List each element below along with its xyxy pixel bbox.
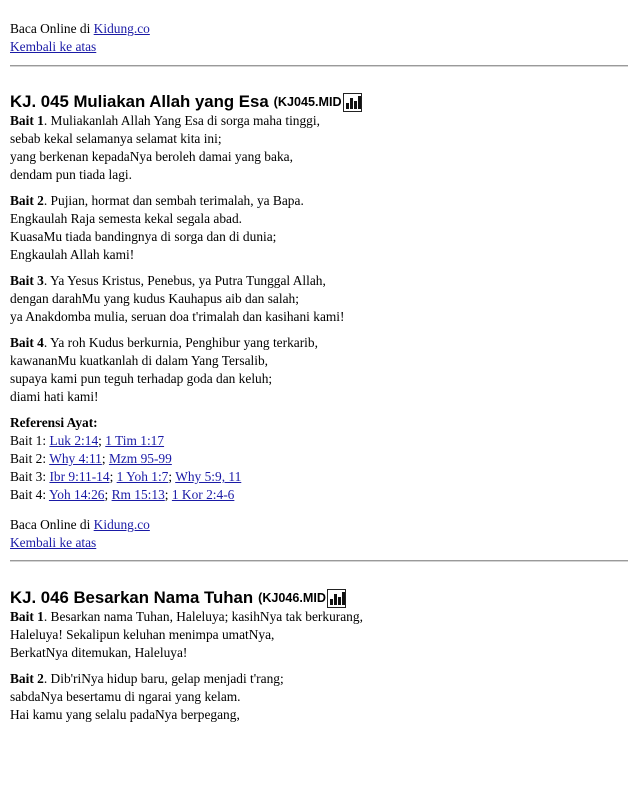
kidung-link[interactable]: Kidung.co [93,21,150,36]
reference-row [10,450,628,468]
verse-text: ya Anakdomba mulia, seruan doa t'rimalah dan kasihani kami! [10,309,345,324]
verse-text: dendam pun tiada lagi. [10,167,132,182]
reference-separator: ; [98,433,106,448]
reference-separator: ; [109,469,117,484]
song-section [10,588,628,724]
back-to-top-link[interactable]: Kembali ke atas [10,39,97,54]
reference-row [10,432,628,450]
verse-text: . Ya roh Kudus berkurnia, Penghibur yang terkarib, [43,335,318,350]
verse-line [10,706,628,724]
reference-label: Bait 4: [10,487,49,502]
verse-line [10,626,628,644]
verse-line [10,334,628,352]
scripture-link[interactable]: Why 5:9, 11 [175,469,242,484]
verse-text: kawananMu kuatkanlah di dalam Yang Tersalib, [10,353,269,368]
song-title-text: KJ. 046 Besarkan Nama Tuhan [10,588,254,607]
midi-file-label: (KJ045.MID [273,95,342,109]
scripture-link[interactable]: Yoh 14:26 [48,487,105,502]
scripture-link[interactable]: 1 Yoh 1:7 [116,469,169,484]
scripture-link[interactable]: 1 Tim 1:17 [105,433,165,448]
reference-separator: ; [101,451,109,466]
verse-line [10,308,628,326]
verse [10,112,628,184]
verse-line [10,130,628,148]
verse-line [10,388,628,406]
scripture-link[interactable]: Luk 2:14 [49,433,99,448]
back-to-top-link[interactable]: Kembali ke atas [10,535,97,550]
verse-text: Engkaulah Allah kami! [10,247,135,262]
song-title-text: KJ. 045 Muliakan Allah yang Esa [10,92,269,111]
baca-online-text: Baca Online di [10,517,94,532]
verse [10,192,628,264]
verse-text: sebab kekal selamanya selamat kita ini; [10,131,222,146]
verse-text: BerkatNya ditemukan, Haleluya! [10,645,188,660]
midi-chart-icon[interactable] [343,93,362,112]
verse-line [10,192,628,210]
verse [10,334,628,406]
verse-line [10,148,628,166]
references-title: Referensi Ayat: [10,415,98,430]
verse-text: supaya kami pun teguh terhadap goda dan keluh; [10,371,273,386]
verse-line [10,670,628,688]
verse-label: Bait 1 [10,609,44,624]
verse-text: Hai kamu yang selalu padaNya berpegang, [10,707,240,722]
verse-text: . Besarkan nama Tuhan, Haleluya; kasihNya tak berkurang, [43,609,363,624]
midi-file-label: (KJ046.MID [258,591,327,605]
verse [10,670,628,724]
song-section [10,92,628,504]
verse-line [10,352,628,370]
scripture-link[interactable]: Ibr 9:11-14 [49,469,110,484]
verse-text: . Dib'riNya hidup baru, gelap menjadi t'rang; [43,671,284,686]
reference-row [10,486,628,504]
verse-line [10,272,628,290]
verse [10,272,628,326]
scripture-link[interactable]: Mzm 95-99 [108,451,172,466]
scripture-link[interactable]: Why 4:11 [49,451,102,466]
song-title [10,588,628,608]
scripture-link[interactable]: Rm 15:13 [111,487,165,502]
midi-chart-icon[interactable] [327,589,346,608]
verse-line [10,166,628,184]
reference-label: Bait 1: [10,433,50,448]
reference-separator: ; [164,487,172,502]
verse-line [10,210,628,228]
verse-line [10,644,628,662]
verse-line [10,246,628,264]
verse-text: yang berkenan kepadaNya beroleh damai yang baka, [10,149,293,164]
verse-text: diami hati kami! [10,389,99,404]
verse-label: Bait 3 [10,273,44,288]
verse-text: . Muliakanlah Allah Yang Esa di sorga maha tinggi, [43,113,320,128]
verse-label: Bait 1 [10,113,44,128]
verse-line [10,608,628,626]
reference-separator: ; [168,469,176,484]
references [10,414,628,504]
verse-line [10,290,628,308]
reference-row [10,468,628,486]
divider [10,65,628,67]
reference-label: Bait 2: [10,451,50,466]
baca-online-line [10,516,628,534]
verse-line [10,688,628,706]
divider [10,560,628,562]
verse-text: KuasaMu tiada bandingnya di sorga dan di dunia; [10,229,277,244]
reference-label: Bait 3: [10,469,50,484]
verse-text: dengan darahMu yang kudus Kauhapus aib dan salah; [10,291,299,306]
verse-text: sabdaNya besertamu di ngarai yang kelam. [10,689,241,704]
verse-text: Haleluya! Sekalipun keluhan menimpa umatNya, [10,627,275,642]
scripture-link[interactable]: 1 Kor 2:4-6 [171,487,235,502]
verse-line [10,112,628,130]
verse-text: Engkaulah Raja semesta kekal segala abad. [10,211,243,226]
song-title [10,92,628,112]
verse-text: . Pujian, hormat dan sembah terimalah, ya Bapa. [43,193,304,208]
verse [10,608,628,662]
verse-line [10,228,628,246]
baca-online-text: Baca Online di [10,21,94,36]
verse-label: Bait 2 [10,671,44,686]
baca-online-line [10,20,628,38]
reference-separator: ; [104,487,112,502]
verse-line [10,370,628,388]
verse-label: Bait 2 [10,193,44,208]
verse-text: . Ya Yesus Kristus, Penebus, ya Putra Tunggal Allah, [43,273,326,288]
kidung-link[interactable]: Kidung.co [93,517,150,532]
verse-label: Bait 4 [10,335,44,350]
